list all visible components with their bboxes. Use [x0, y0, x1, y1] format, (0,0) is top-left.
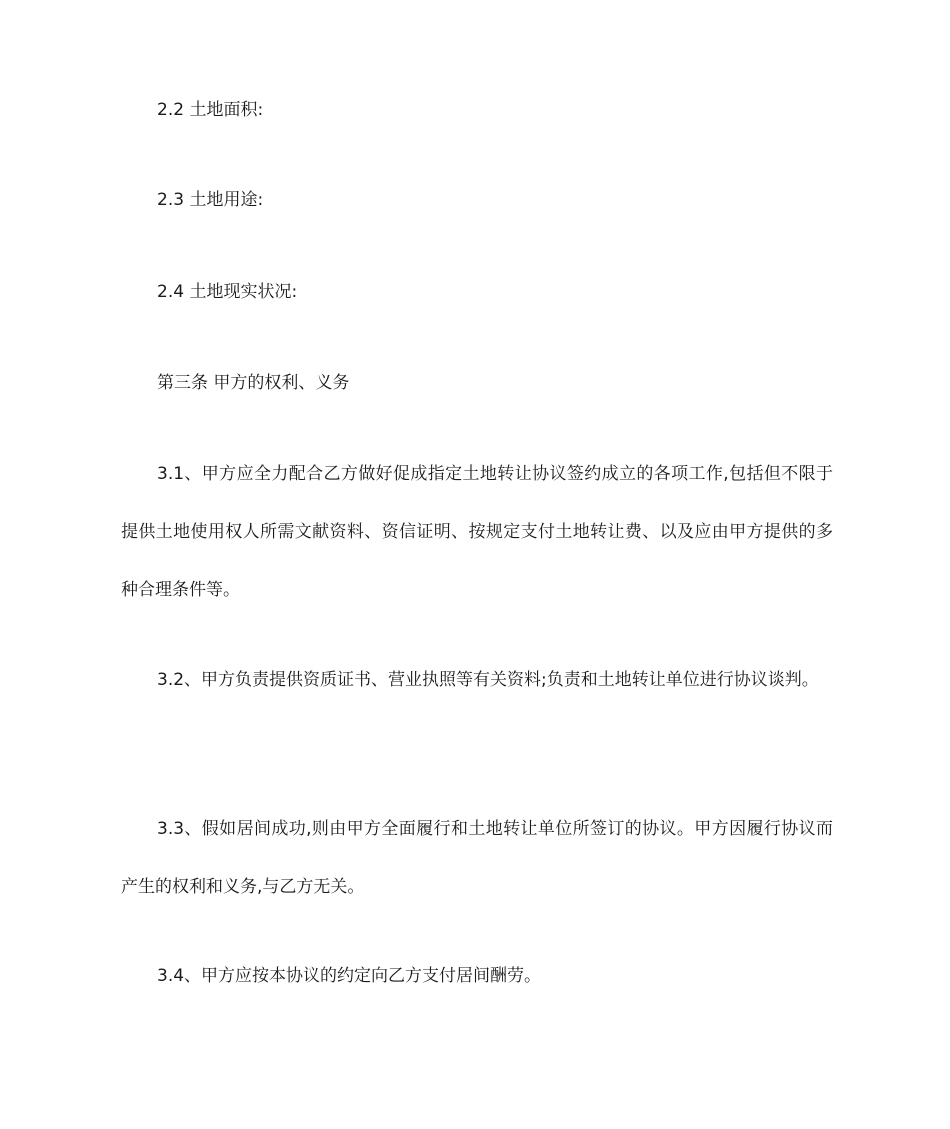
clause-3-3: 3.3、假如居间成功,则由甲方全面履行和土地转让单位所签订的协议。甲方因履行协议而产生的权利和义务,与乙方无关。	[121, 819, 833, 897]
clause-2-3-land-use: 2.3 土地用途:	[157, 190, 264, 210]
article-3-heading: 第三条 甲方的权利、义务	[157, 373, 350, 393]
clause-2-2-land-area: 2.2 土地面积:	[157, 100, 264, 120]
clause-3-1: 3.1、甲方应全力配合乙方做好促成指定土地转让协议签约成立的各项工作,包括但不限于提供土地使用权人所需文献资料、资信证明、按规定支付土地转让费、以及应由甲方提供的多种合理条件等。	[121, 464, 833, 600]
clause-3-2: 3.2、甲方负责提供资质证书、营业执照等有关资料;负责和土地转让单位进行协议谈判。	[157, 670, 819, 690]
clause-2-4-land-status: 2.4 土地现实状况:	[157, 282, 298, 302]
clause-3-4: 3.4、甲方应按本协议的约定向乙方支付居间酬劳。	[157, 966, 542, 986]
